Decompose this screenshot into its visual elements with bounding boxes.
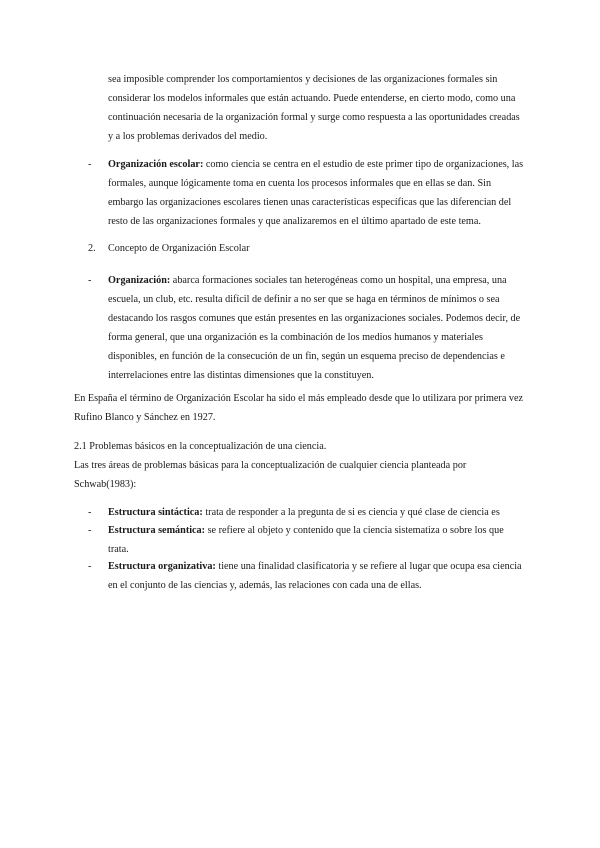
bullet-dash: -	[88, 275, 92, 286]
bullet-text	[108, 557, 526, 595]
section-title: Concepto de Organización Escolar	[108, 243, 250, 254]
section-heading-2	[88, 239, 526, 258]
bullet-dash: -	[88, 507, 92, 518]
bullet-text	[108, 521, 526, 559]
bullet-estructura-organizativa	[88, 557, 526, 595]
continuation-paragraph: sea imposible comprender los comportamientos y decisiones de las organizaciones formales sin considerar los modelos informales que están actuando. Puede entenderse, en cierto modo, como una continuación necesaria de la organización formal y surge como respuesta a las oportunidades creadas y a los problemas derivados del medio.	[108, 74, 520, 142]
bullet-term: Organización:	[108, 275, 171, 286]
section-heading-2-1: 2.1 Problemas básicos en la conceptualización de una ciencia.	[74, 441, 327, 452]
bullet-organizacion-escolar	[88, 155, 526, 231]
bullet-dash: -	[88, 561, 92, 572]
bullet-estructura-semantica	[88, 521, 526, 559]
bullet-body: como ciencia se centra en el estudio de este primer tipo de organizaciones, las formales, aunque lógicamente toma en cuenta los procesos informales que en ellas se dan. Sin embargo las organizaciones escolares tienen unas características específicas que las diferencian del resto de las organizaciones formales y que analizaremos en el último apartado de este tema.	[108, 159, 524, 227]
bullet-text	[108, 503, 526, 522]
bullet-term: Estructura organizativa:	[108, 561, 216, 572]
bullet-organizacion	[88, 271, 526, 385]
bullet-body: trata de responder a la pregunta de si es ciencia y qué clase de ciencia es	[202, 507, 500, 518]
bullet-body: abarca formaciones sociales tan heterogéneas como un hospital, una empresa, una escuela, un club, etc. resulta difícil de definir a no ser que se haga en términos de mínimos o sea destacando los rasgos comunes que están presentes en las organizaciones sociales. Podemos decir, de forma general, que una organización es la combinación de los medios humanos y materiales disponibles, en función de la consecución de un fin, según un esquema preciso de dependencias e interrelaciones entre las distintas dimensiones que la constituyen.	[108, 275, 521, 381]
section-intro-paragraph: Las tres áreas de problemas básicas para la conceptualización de cualquier ciencia planteada por Schwab(1983):	[74, 460, 467, 490]
bullet-text	[108, 271, 526, 385]
bullet-estructura-sintactica	[88, 503, 526, 522]
bullet-body: tiene una finalidad clasificatoria y se refiere al lugar que ocupa esa ciencia en el conjunto de las ciencias y, además, las relaciones con cada una de ellas.	[108, 561, 522, 591]
bullet-term: Organización escolar:	[108, 159, 204, 170]
bullet-body: se refiere al objeto y contenido que la ciencia sistematiza o sobre los que trata.	[108, 525, 504, 555]
bullet-term: Estructura sintáctica:	[108, 507, 203, 518]
section-number: 2.	[88, 243, 96, 254]
espana-paragraph: En España el término de Organización Escolar ha sido el más empleado desde que lo utilizara por primera vez Rufino Blanco y Sánchez en 1927.	[74, 393, 524, 423]
bullet-dash: -	[88, 159, 92, 170]
bullet-text	[108, 155, 526, 231]
bullet-term: Estructura semántica:	[108, 525, 206, 536]
bullet-dash: -	[88, 525, 92, 536]
